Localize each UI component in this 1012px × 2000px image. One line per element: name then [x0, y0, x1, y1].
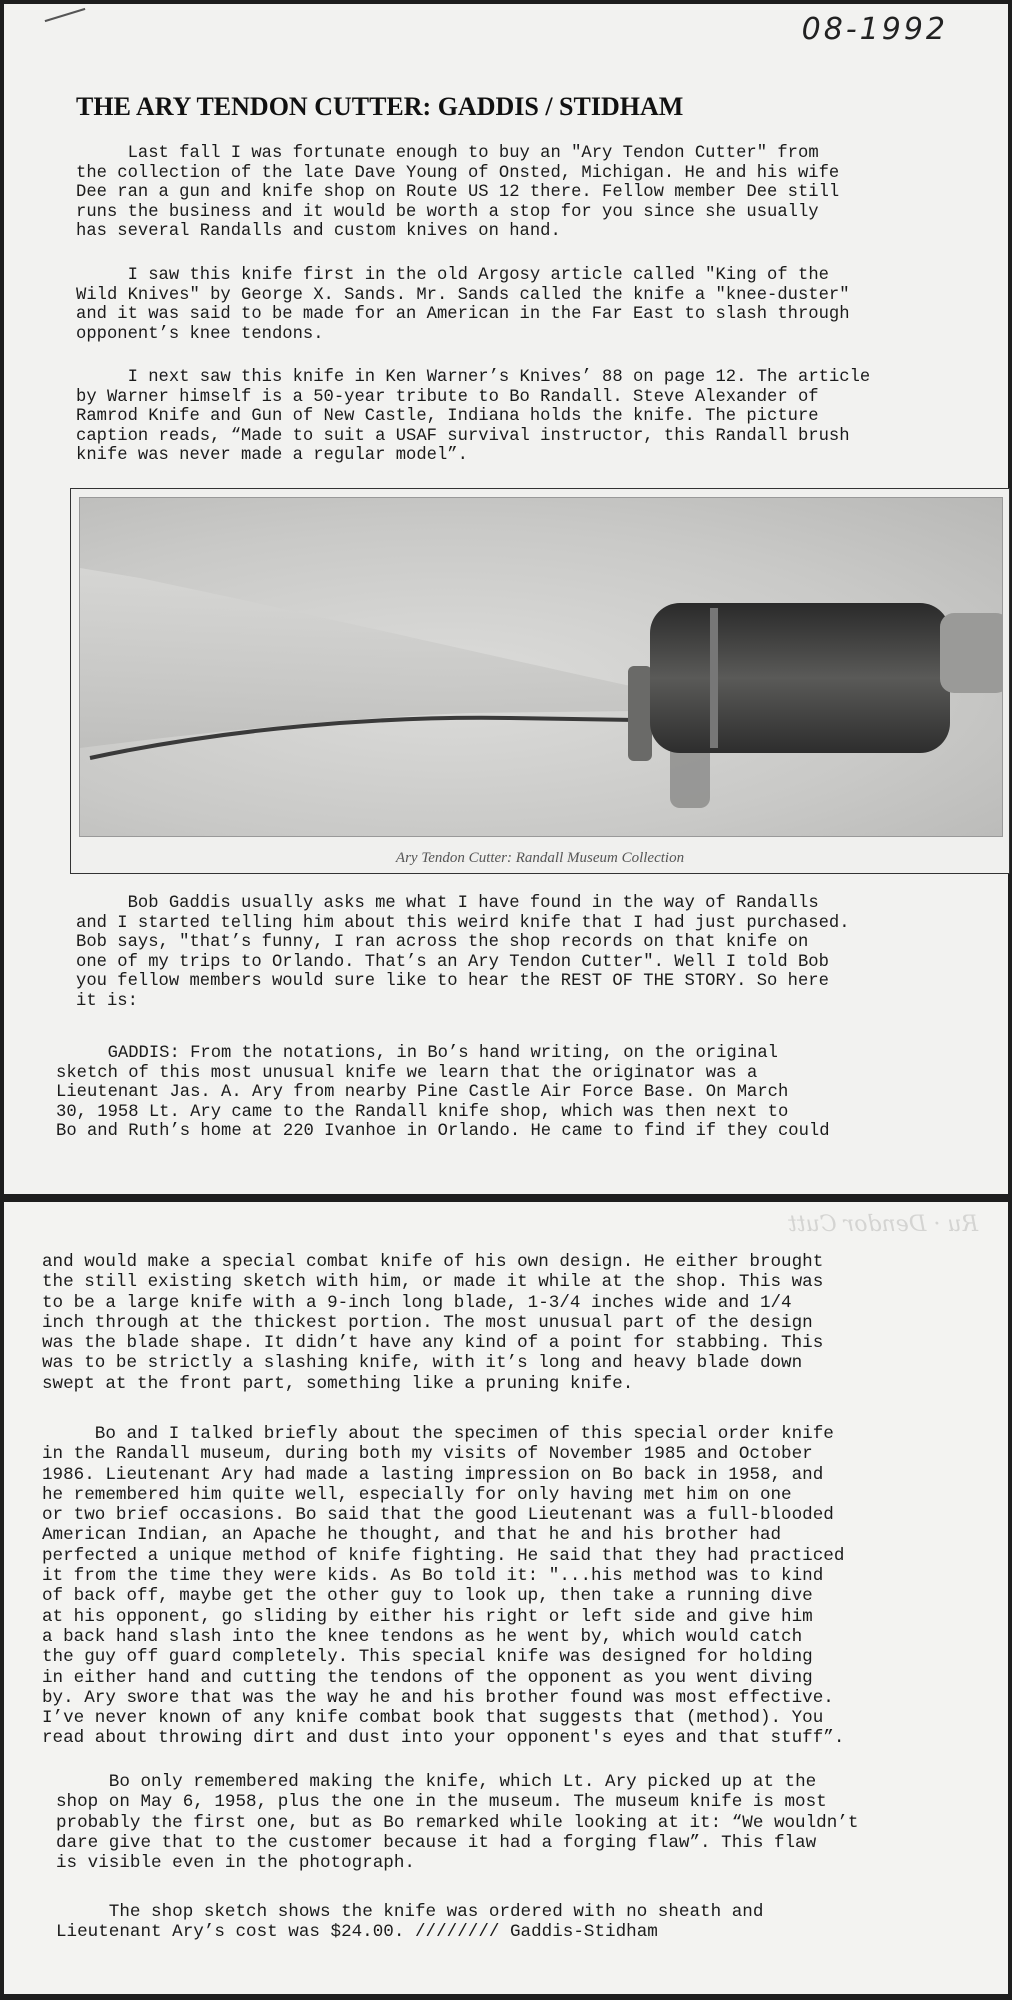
handwritten-date: 08-1992: [801, 12, 948, 47]
knife-photo-figure: [70, 488, 1010, 874]
paragraph-combat-knife: and would make a special combat knife of his own design. He either brought the still existing sketch with him, or made it while at the shop. This was to be a large knife with a 9-inch long blade, 1-3/4 inches wide and 1/4 inch through at the thickest portion. The most unusual part of the design was the blade shape. It didn’t have any kind of a point for stabbing. This was to be strictly a slashing knife, with it’s long and heavy blade down swept at the front part, something like a pruning knife.: [42, 1252, 824, 1394]
document-page-2: [4, 1202, 1008, 1994]
document-page-1: [4, 4, 1008, 1194]
knife-illustration: [80, 498, 1003, 836]
pencil-mark: [45, 8, 86, 22]
paragraph-bob-gaddis: Bob Gaddis usually asks me what I have found in the way of Randalls and I started telling him about this weird knife that I had just purchased. Bob says, "that’s funny, I ran across the shop records on that knife on one of my trips to Orlando. That’s an Ary Tendon Cutter". Well I told Bob you fellow members would sure like to hear the REST OF THE STORY. So here it is:: [76, 894, 850, 1011]
paragraph-forging-flaw: Bo only remembered making the knife, which Lt. Ary picked up at the shop on May 6, 1958, plus the one in the museum. The museum knife is most probably the first one, but as Bo remarked while looking at it: “We wouldn’t dare give that to the customer because it had a forging flaw”. This flaw is visible even in the photograph.: [56, 1772, 859, 1874]
paragraph-gaddis-notations: GADDIS: From the notations, in Bo’s hand writing, on the original sketch of this most unusual knife we learn that the originator was a Lieutenant Jas. A. Ary from nearby Pine Castle Air Force Base. On March 30, 1958 Lt. Ary came to the Randall knife shop, which was then next to Bo and Ruth’s home at 220 Ivanhoe in Orlando. He came to find if they could: [56, 1044, 830, 1141]
paragraph-intro: Last fall I was fortunate enough to buy an "Ary Tendon Cutter" from the collection of the late Dave Young of Onsted, Michigan. He and his wife Dee ran a gun and knife shop on Route US 12 there. Fellow member Dee still runs the business and it would be worth a stop for you since she usually has several Randalls and custom knives on hand.: [76, 144, 840, 241]
paragraph-argosy: I saw this knife first in the old Argosy article called "King of the Wild Knives" by George X. Sands. Mr. Sands called the knife a "knee-duster" and it was said to be made for an American in the Far East to slash through opponent’s knee tendons.: [76, 266, 850, 344]
paragraph-warner: I next saw this knife in Ken Warner’s Knives’ 88 on page 12. The article by Warner himself is a 50-year tribute to Bo Randall. Steve Alexander of Ramrod Knife and Gun of New Castle, Indiana holds the knife. The picture caption reads, “Made to suit a USAF survival instructor, this Randall brush knife was never made a regular model”.: [76, 368, 871, 465]
bleed-through-text: Ru · Dendor Cutt: [787, 1212, 978, 1237]
page-title: THE ARY TENDON CUTTER: GADDIS / STIDHAM: [76, 92, 684, 121]
paragraph-shop-sketch: The shop sketch shows the knife was ordered with no sheath and Lieutenant Ary’s cost was $24.00. //////// Gaddis-Stidham: [56, 1902, 764, 1943]
photo-caption: Ary Tendon Cutter: Randall Museum Collection: [395, 850, 685, 866]
paragraph-bo-recollection: Bo and I talked briefly about the specimen of this special order knife in the Randall museum, during both my visits of November 1985 and October 1986. Lieutenant Ary had made a lasting impression on Bo back in 1958, and he remembered him quite well, especially for only having met him on one or two brief occasions. Bo said that the good Lieutenant was a full-blooded American Indian, an Apache he thought, and that he and his brother had perfected a unique method of knife fighting. He said that they had practiced it from the time they were kids. As Bo told it: "...his method was to kind of back off, maybe get the other guy to look up, then take a running dive at his opponent, go sliding by either his right or left side and give him a back hand slash into the knee tendons as he went by, which would catch the guy off guard completely. This special knife was designed for holding in either hand and cutting the tendons of the opponent as you went diving by. Ary swore that was the way he and his brother found was most effective. I’ve never known of any knife combat book that suggests that (method). You read about throwing dirt and dust into your opponent's eyes and that stuff”.: [42, 1424, 845, 1749]
knife-photograph: [79, 497, 1003, 837]
